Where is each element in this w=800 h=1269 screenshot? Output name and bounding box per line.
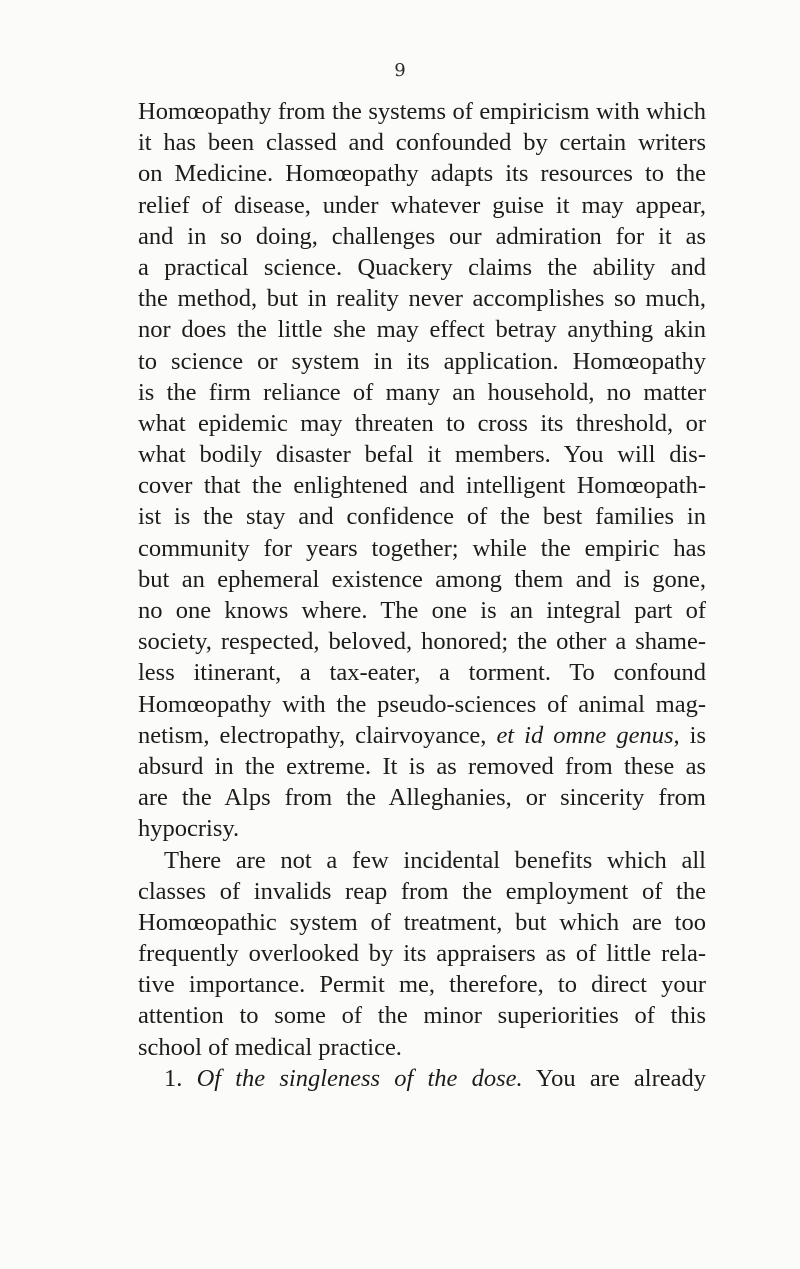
text-line: society, respected, beloved, honored; the other a shame- xyxy=(138,628,706,656)
text-line: nor does the little she may effect betray anything akin xyxy=(138,316,706,344)
text-line: less itinerant, a tax-eater, a torment. To confound xyxy=(138,659,706,687)
text-line: but an ephemeral existence among them and is gone, xyxy=(138,565,706,593)
text-line: tive importance. Permit me, therefore, to direct your xyxy=(138,971,706,999)
text-span: , is xyxy=(673,721,706,749)
text-line: hypocrisy. xyxy=(138,815,240,843)
body-text xyxy=(138,96,706,1094)
text-line: ist is the stay and confidence of the best families in xyxy=(138,503,706,531)
text-line: relief of disease, under whatever guise it may appear, xyxy=(138,191,706,219)
text-line: classes of invalids reap from the employment of the xyxy=(138,877,706,905)
text-line: Homœopathy with the pseudo-sciences of animal mag- xyxy=(138,690,706,718)
text-line: school of medical practice. xyxy=(138,1033,402,1061)
text-line: to science or system in its application. Homœopathy xyxy=(138,347,706,375)
text-span: netism, electropathy, clairvoyance, xyxy=(138,721,497,749)
text-line: no one knows where. The one is an integral part of xyxy=(138,597,706,624)
text-line: There are not a few incidental benefits which all xyxy=(164,846,706,874)
numbered-point xyxy=(138,1063,706,1094)
latin-phrase: et id omne genus xyxy=(496,721,674,749)
text-line: are the Alps from the Alleghanies, or sincerity from xyxy=(138,784,706,812)
text-line: community for years together; while the empiric has xyxy=(138,534,706,562)
text-line: it has been classed and confounded by certain writers xyxy=(138,129,706,157)
text-line: a practical science. Quackery claims the ability and xyxy=(138,253,706,281)
text-line: what bodily disaster befal it members. You will dis- xyxy=(138,441,706,469)
point-number: 1. xyxy=(164,1064,183,1092)
page-number: 9 xyxy=(394,60,406,81)
text-line: attention to some of the minor superiorities of this xyxy=(138,1002,706,1030)
text-line: frequently overlooked by its appraisers as of little rela- xyxy=(138,940,706,968)
text-line xyxy=(138,720,706,751)
text-line: what epidemic may threaten to cross its threshold, or xyxy=(138,409,706,437)
text-line: Homœopathy from the systems of empiricism with which xyxy=(138,98,706,125)
text-line: Homœopathic system of treatment, but which are too xyxy=(138,908,706,936)
text-line: is the firm reliance of many an household, no matter xyxy=(138,378,706,406)
text-line: the method, but in reality never accomplishes so much, xyxy=(138,285,706,313)
text-line: and in so doing, challenges our admiration for it as xyxy=(138,222,706,250)
point-heading: Of the singleness of the dose. xyxy=(196,1064,523,1092)
text-line: on Medicine. Homœopathy adapts its resources to the xyxy=(138,160,706,188)
text-line: cover that the enlightened and intelligent Homœopath- xyxy=(138,472,706,500)
point-text: You are already xyxy=(535,1064,706,1092)
text-line: absurd in the extreme. It is as removed from these as xyxy=(138,752,706,780)
